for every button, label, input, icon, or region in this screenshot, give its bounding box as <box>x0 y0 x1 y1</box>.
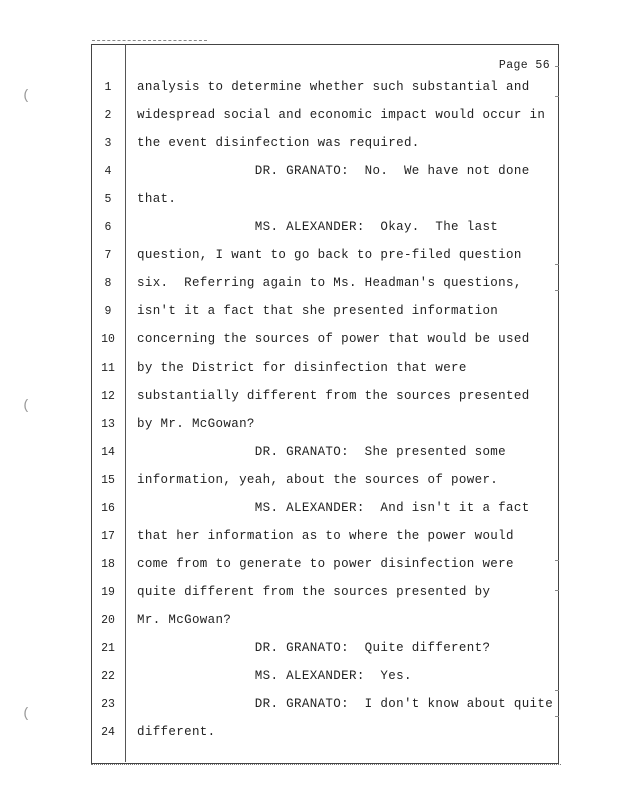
line-text: that. <box>137 192 177 207</box>
transcript-line <box>0 165 618 185</box>
edge-tick <box>555 560 559 561</box>
transcript-line <box>0 558 618 578</box>
edge-tick <box>555 96 559 97</box>
transcript-line <box>0 277 618 297</box>
line-number: 19 <box>101 585 115 599</box>
line-number: 16 <box>101 501 115 515</box>
transcript-line <box>0 109 618 129</box>
line-number: 2 <box>104 109 112 123</box>
page-bottom-edge <box>91 764 561 767</box>
transcript-line <box>0 586 618 606</box>
line-text: isn't it a fact that she presented information <box>137 304 499 319</box>
edge-tick <box>555 716 559 717</box>
line-number: 20 <box>101 613 115 627</box>
line-number: 14 <box>101 445 115 459</box>
line-text: MS. ALEXANDER: Okay. The last <box>137 220 499 235</box>
transcript-line <box>0 305 618 325</box>
line-number: 21 <box>101 642 115 655</box>
line-text: come from to generate to power disinfection were <box>137 556 514 571</box>
line-text: analysis to determine whether such substantial and <box>137 80 530 94</box>
edge-tick <box>555 66 559 67</box>
line-text: by the District for disinfection that were <box>137 360 467 375</box>
transcript-line <box>0 390 618 410</box>
transcript-line <box>0 446 618 466</box>
line-text: quite different from the sources presented by <box>137 584 491 599</box>
line-number: 11 <box>101 361 115 375</box>
line-number: 1 <box>104 81 112 94</box>
line-text: DR. GRANATO: Quite different? <box>137 641 491 655</box>
line-text: MS. ALEXANDER: Yes. <box>137 669 412 684</box>
line-text: widespread social and economic impact would occur in <box>137 108 546 123</box>
edge-tick <box>555 590 559 591</box>
transcript-line <box>0 81 618 101</box>
line-text: the event disinfection was required. <box>137 136 420 151</box>
transcript-line <box>0 642 618 662</box>
line-text: DR. GRANATO: I don't know about quite <box>137 697 554 712</box>
hole-punch-mark-icon: ( <box>22 88 31 104</box>
edge-tick <box>555 290 559 291</box>
line-number: 17 <box>101 529 115 543</box>
line-number: 24 <box>101 726 115 740</box>
edge-tick <box>555 690 559 691</box>
transcript-line <box>0 530 618 550</box>
line-number: 22 <box>101 670 115 684</box>
line-text: substantially different from the sources presented <box>137 388 530 403</box>
page-number: Page 56 <box>498 59 550 72</box>
transcript-line <box>0 333 618 353</box>
transcript-line <box>0 221 618 241</box>
line-text: that her information as to where the power would <box>137 528 514 543</box>
line-number: 15 <box>101 473 115 487</box>
line-number: 4 <box>104 165 112 179</box>
transcript-line <box>0 474 618 494</box>
line-number: 23 <box>101 698 115 712</box>
line-number: 6 <box>104 221 112 235</box>
transcript-line <box>0 249 618 269</box>
transcript-line <box>0 726 618 746</box>
transcript-line <box>0 193 618 213</box>
line-number: 10 <box>101 333 115 347</box>
line-text: question, I want to go back to pre-filed question <box>137 248 522 263</box>
line-number: 7 <box>104 249 112 263</box>
edge-tick <box>555 264 559 265</box>
transcript-line <box>0 137 618 157</box>
line-number: 12 <box>101 389 115 403</box>
transcript-line <box>0 362 618 382</box>
line-text: different. <box>137 725 216 740</box>
line-number: 18 <box>101 557 115 571</box>
line-text: MS. ALEXANDER: And isn't it a fact <box>137 500 530 515</box>
hole-punch-mark-icon: ( <box>22 706 31 722</box>
line-number: 3 <box>104 137 112 151</box>
line-text: information, yeah, about the sources of power. <box>137 472 499 487</box>
line-number: 9 <box>104 305 112 319</box>
line-text: DR. GRANATO: She presented some <box>137 444 507 459</box>
line-text: DR. GRANATO: No. We have not done <box>137 164 530 179</box>
line-number: 8 <box>104 277 112 291</box>
line-number: 5 <box>104 193 112 207</box>
transcript-line <box>0 502 618 522</box>
line-text: concerning the sources of power that would be used <box>137 332 530 347</box>
line-text: by Mr. McGowan? <box>137 416 255 431</box>
transcript-line <box>0 670 618 690</box>
line-number: 13 <box>101 417 115 431</box>
line-text: Mr. McGowan? <box>137 612 232 627</box>
transcript-line <box>0 614 618 634</box>
line-text: six. Referring again to Ms. Headman's questions, <box>137 276 522 291</box>
hole-punch-mark-icon: ( <box>22 398 31 414</box>
transcript-line <box>0 698 618 718</box>
transcript-line <box>0 418 618 438</box>
